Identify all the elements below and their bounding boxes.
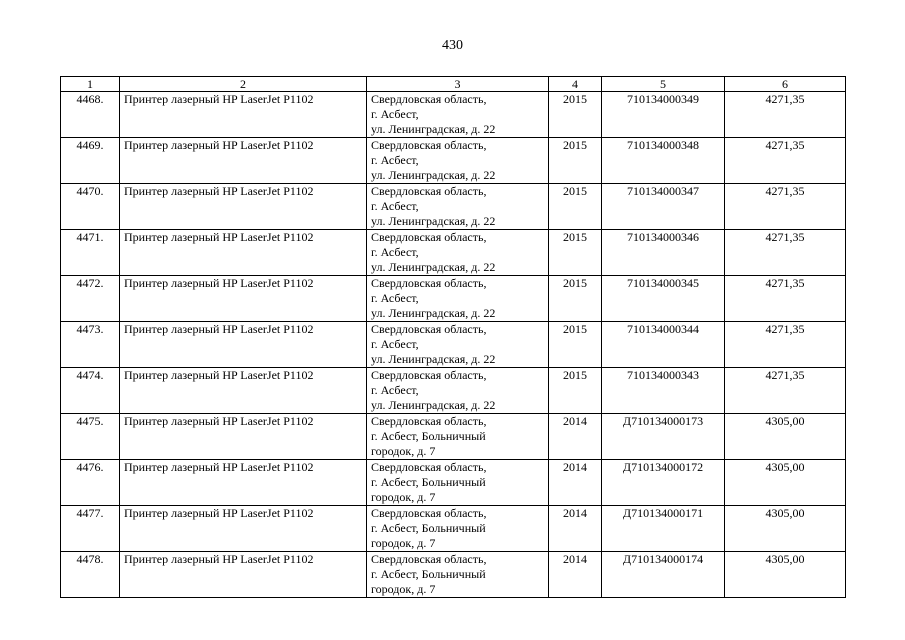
year-cell: 2014 <box>549 414 602 460</box>
inventory-number-cell: Д710134000171 <box>602 506 725 552</box>
row-number-cell: 4469. <box>61 138 120 184</box>
address-cell <box>367 414 549 460</box>
address-cell <box>367 506 549 552</box>
row-number-cell: 4470. <box>61 184 120 230</box>
year-cell: 2014 <box>549 506 602 552</box>
address-cell <box>367 138 549 184</box>
item-name-cell: Принтер лазерный HP LaserJet P1102 <box>120 92 367 138</box>
table-row <box>61 414 846 460</box>
item-name-cell: Принтер лазерный HP LaserJet P1102 <box>120 506 367 552</box>
cost-cell: 4271,35 <box>725 184 846 230</box>
address-line: ул. Ленинградская, д. 22 <box>371 352 496 366</box>
row-number-cell: 4478. <box>61 552 120 598</box>
address-line: Свердловская область, <box>371 276 487 290</box>
column-header-4: 4 <box>549 77 602 92</box>
address-line: городок, д. 7 <box>371 582 436 596</box>
address-line: г. Асбест, Больничный <box>371 475 486 489</box>
address-line: г. Асбест, <box>371 245 419 259</box>
inventory-number-cell: 710134000343 <box>602 368 725 414</box>
address-line: городок, д. 7 <box>371 490 436 504</box>
address-line: г. Асбест, <box>371 291 419 305</box>
address-line: Свердловская область, <box>371 368 487 382</box>
cost-cell: 4271,35 <box>725 92 846 138</box>
address-cell <box>367 92 549 138</box>
address-line: г. Асбест, <box>371 383 419 397</box>
column-header-6: 6 <box>725 77 846 92</box>
inventory-number-cell: 710134000347 <box>602 184 725 230</box>
address-cell <box>367 460 549 506</box>
table-row <box>61 184 846 230</box>
address-line: ул. Ленинградская, д. 22 <box>371 168 496 182</box>
row-number-cell: 4476. <box>61 460 120 506</box>
row-number-cell: 4474. <box>61 368 120 414</box>
address-line: г. Асбест, <box>371 199 419 213</box>
item-name-cell: Принтер лазерный HP LaserJet P1102 <box>120 414 367 460</box>
property-registry-table <box>60 76 846 598</box>
address-cell <box>367 322 549 368</box>
address-line: Свердловская область, <box>371 506 487 520</box>
item-name-cell: Принтер лазерный HP LaserJet P1102 <box>120 184 367 230</box>
address-line: ул. Ленинградская, д. 22 <box>371 122 496 136</box>
cost-cell: 4271,35 <box>725 276 846 322</box>
item-name-cell: Принтер лазерный HP LaserJet P1102 <box>120 230 367 276</box>
item-name-cell: Принтер лазерный HP LaserJet P1102 <box>120 322 367 368</box>
address-line: г. Асбест, Больничный <box>371 567 486 581</box>
table-row <box>61 230 846 276</box>
address-line: ул. Ленинградская, д. 22 <box>371 306 496 320</box>
address-line: Свердловская область, <box>371 92 487 106</box>
address-cell <box>367 230 549 276</box>
year-cell: 2015 <box>549 138 602 184</box>
column-header-3: 3 <box>367 77 549 92</box>
address-line: Свердловская область, <box>371 184 487 198</box>
address-cell <box>367 276 549 322</box>
cost-cell: 4305,00 <box>725 506 846 552</box>
cost-cell: 4271,35 <box>725 322 846 368</box>
table-row <box>61 506 846 552</box>
address-cell <box>367 368 549 414</box>
address-line: г. Асбест, <box>371 153 419 167</box>
inventory-number-cell: Д710134000173 <box>602 414 725 460</box>
address-line: г. Асбест, Больничный <box>371 429 486 443</box>
address-line: Свердловская область, <box>371 552 487 566</box>
address-line: Свердловская область, <box>371 230 487 244</box>
cost-cell: 4271,35 <box>725 230 846 276</box>
address-cell <box>367 552 549 598</box>
cost-cell: 4305,00 <box>725 552 846 598</box>
cost-cell: 4271,35 <box>725 138 846 184</box>
address-line: Свердловская область, <box>371 460 487 474</box>
table-row <box>61 322 846 368</box>
inventory-number-cell: Д710134000174 <box>602 552 725 598</box>
cost-cell: 4305,00 <box>725 414 846 460</box>
column-header-1: 1 <box>61 77 120 92</box>
row-number-cell: 4473. <box>61 322 120 368</box>
inventory-number-cell: Д710134000172 <box>602 460 725 506</box>
row-number-cell: 4472. <box>61 276 120 322</box>
row-number-cell: 4468. <box>61 92 120 138</box>
address-line: ул. Ленинградская, д. 22 <box>371 260 496 274</box>
address-line: г. Асбест, <box>371 337 419 351</box>
page-number: 430 <box>442 38 463 53</box>
table-row <box>61 138 846 184</box>
table-header <box>61 77 846 92</box>
item-name-cell: Принтер лазерный HP LaserJet P1102 <box>120 368 367 414</box>
year-cell: 2014 <box>549 552 602 598</box>
year-cell: 2015 <box>549 184 602 230</box>
inventory-number-cell: 710134000346 <box>602 230 725 276</box>
address-line: ул. Ленинградская, д. 22 <box>371 398 496 412</box>
year-cell: 2015 <box>549 276 602 322</box>
year-cell: 2015 <box>549 322 602 368</box>
item-name-cell: Принтер лазерный HP LaserJet P1102 <box>120 276 367 322</box>
row-number-cell: 4477. <box>61 506 120 552</box>
table-row <box>61 368 846 414</box>
column-header-5: 5 <box>602 77 725 92</box>
address-line: г. Асбест, Больничный <box>371 521 486 535</box>
table-row <box>61 92 846 138</box>
cost-cell: 4271,35 <box>725 368 846 414</box>
address-line: ул. Ленинградская, д. 22 <box>371 214 496 228</box>
table-body <box>61 92 846 598</box>
year-cell: 2015 <box>549 368 602 414</box>
inventory-number-cell: 710134000348 <box>602 138 725 184</box>
table-row <box>61 552 846 598</box>
item-name-cell: Принтер лазерный HP LaserJet P1102 <box>120 552 367 598</box>
year-cell: 2015 <box>549 230 602 276</box>
item-name-cell: Принтер лазерный HP LaserJet P1102 <box>120 138 367 184</box>
address-line: г. Асбест, <box>371 107 419 121</box>
year-cell: 2015 <box>549 92 602 138</box>
inventory-number-cell: 710134000345 <box>602 276 725 322</box>
header-row <box>61 77 846 92</box>
cost-cell: 4305,00 <box>725 460 846 506</box>
table-row <box>61 276 846 322</box>
inventory-number-cell: 710134000344 <box>602 322 725 368</box>
item-name-cell: Принтер лазерный HP LaserJet P1102 <box>120 460 367 506</box>
address-line: городок, д. 7 <box>371 536 436 550</box>
row-number-cell: 4471. <box>61 230 120 276</box>
table-row <box>61 460 846 506</box>
inventory-number-cell: 710134000349 <box>602 92 725 138</box>
address-line: Свердловская область, <box>371 322 487 336</box>
address-line: Свердловская область, <box>371 414 487 428</box>
row-number-cell: 4475. <box>61 414 120 460</box>
year-cell: 2014 <box>549 460 602 506</box>
address-cell <box>367 184 549 230</box>
address-line: городок, д. 7 <box>371 444 436 458</box>
column-header-2: 2 <box>120 77 367 92</box>
address-line: Свердловская область, <box>371 138 487 152</box>
